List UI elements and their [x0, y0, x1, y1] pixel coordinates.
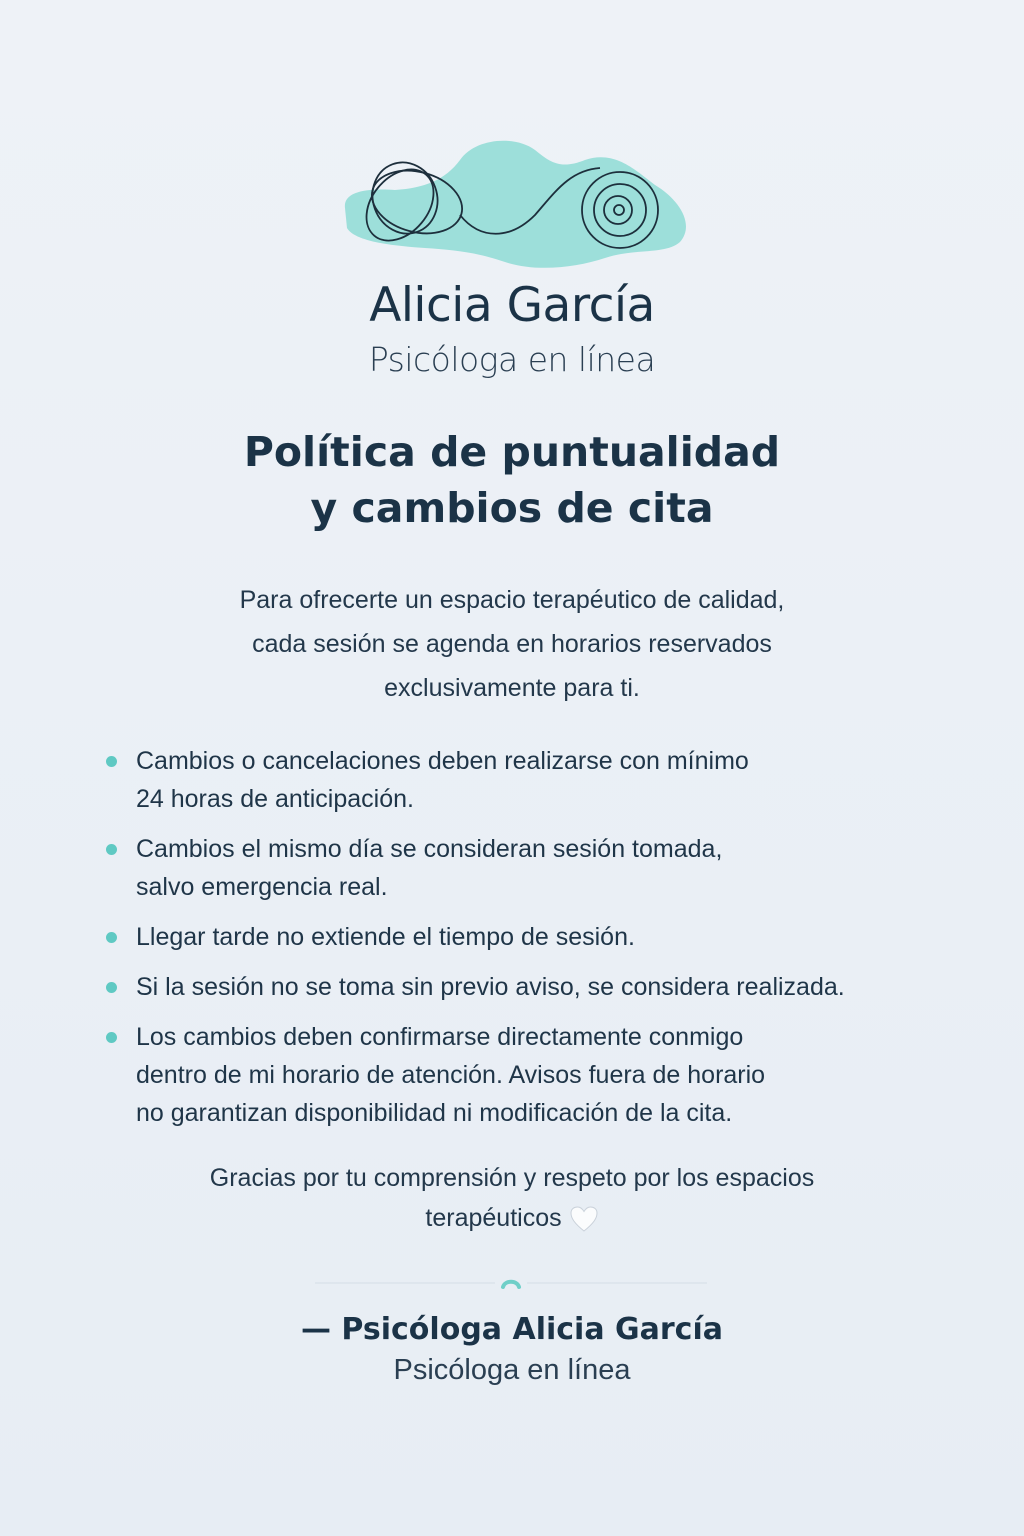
- thanks-message: [0, 1158, 1024, 1238]
- list-item: [106, 742, 986, 818]
- list-item-line: Cambios el mismo día se consideran sesión tomada,: [136, 835, 723, 863]
- intro-paragraph: [0, 578, 1024, 710]
- thanks-line: terapéuticos: [425, 1204, 562, 1232]
- list-item-line: Si la sesión no se toma sin previo aviso, se considera realizada.: [136, 973, 845, 1001]
- bullet-dot-icon: [106, 1032, 117, 1043]
- list-item-line: salvo emergencia real.: [136, 873, 388, 901]
- divider: [315, 1279, 707, 1291]
- list-item-line: dentro de mi horario de atención. Avisos fuera de horario: [136, 1061, 766, 1089]
- bullet-dot-icon: [106, 982, 117, 993]
- brand-subtitle: Psicóloga en línea: [368, 340, 656, 379]
- policy-list: [106, 742, 986, 1144]
- list-item: [106, 968, 986, 1006]
- list-item-line: Cambios o cancelaciones deben realizarse con mínimo: [136, 747, 749, 775]
- title-line: Política de puntualidad: [243, 428, 781, 476]
- intro-line: exclusivamente para ti.: [384, 674, 640, 702]
- bullet-dot-icon: [106, 932, 117, 943]
- list-item-line: 24 horas de anticipación.: [136, 785, 414, 813]
- bullet-dot-icon: [106, 756, 117, 767]
- thanks-line: Gracias por tu comprensión y respeto por los espacios: [209, 1164, 815, 1192]
- page-title: [0, 424, 1024, 536]
- title-line: y cambios de cita: [310, 484, 714, 532]
- brand-logo: [335, 130, 695, 280]
- list-item-line: Llegar tarde no extiende el tiempo de sesión.: [136, 923, 635, 951]
- intro-line: cada sesión se agenda en horarios reservados: [252, 630, 772, 658]
- signature-name: — Psicóloga Alicia García: [300, 1312, 723, 1347]
- intro-line: Para ofrecerte un espacio terapéutico de calidad,: [239, 586, 785, 614]
- list-item: [106, 830, 986, 906]
- white-heart-icon: [569, 1204, 599, 1234]
- bullet-dot-icon: [106, 844, 117, 855]
- list-item-line: no garantizan disponibilidad ni modificación de la cita.: [136, 1099, 733, 1127]
- list-item: [106, 918, 986, 956]
- logo-blob: [345, 141, 686, 268]
- list-item-line: Los cambios deben confirmarse directamente conmigo: [136, 1023, 744, 1051]
- list-item: [106, 1018, 986, 1132]
- signature-role: Psicóloga en línea: [393, 1354, 631, 1386]
- brand-name: Alicia García: [369, 278, 655, 333]
